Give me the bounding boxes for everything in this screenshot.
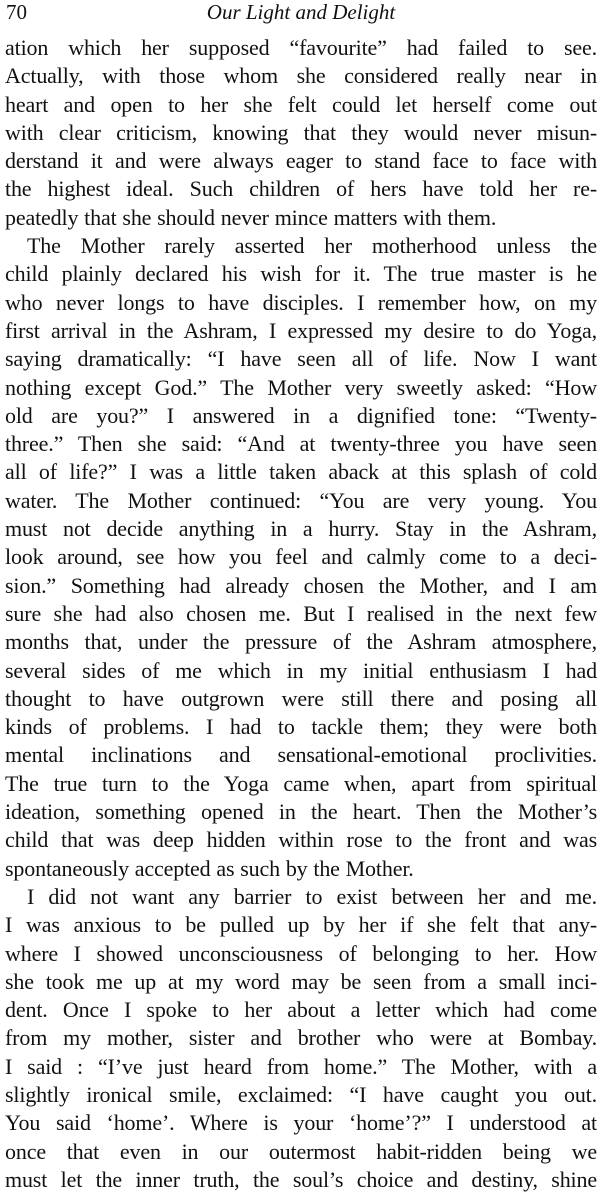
text-line: she took me up at my word may be seen from a small inci-	[5, 968, 597, 994]
text-line: I said : “I’ve just heard from home.” The Mother, with a	[5, 1053, 597, 1079]
text-line: several sides of me which in my initial enthusiasm I had	[5, 657, 597, 683]
text-line: once that even in our outermost habit-ridden being we	[5, 1138, 597, 1164]
book-title: Our Light and Delight	[206, 0, 396, 24]
text-line: three.” Then she said: “And at twenty-three you have seen	[5, 431, 597, 457]
text-line: with clear criticism, knowing that they would never misun-	[5, 119, 597, 145]
text-line: must not decide anything in a hurry. Stay in the Ashram,	[5, 516, 597, 542]
text-line: peatedly that she should never mince matters with them.	[5, 204, 497, 230]
text-line: the highest ideal. Such children of hers have told her re-	[5, 176, 597, 202]
page-number: 70	[6, 0, 27, 24]
text-line: You said ‘home’. Where is your ‘home’?” I understood at	[5, 1110, 597, 1136]
text-line: kinds of problems. I had to tackle them; they were both	[5, 714, 597, 740]
text-line: dent. Once I spoke to her about a letter which had come	[5, 997, 597, 1023]
text-line: I did not want any barrier to exist between her and me.	[27, 883, 597, 909]
text-line: saying dramatically: “I have seen all of life. Now I want	[5, 346, 597, 372]
text-line: look around, see how you feel and calmly come to a deci-	[5, 544, 597, 570]
text-line: sure she had also chosen me. But I realised in the next few	[5, 600, 597, 626]
text-line: months that, under the pressure of the Ashram atmosphere,	[5, 629, 597, 655]
body-text	[5, 34, 597, 1194]
text-line: The Mother rarely asserted her motherhood unless the	[27, 233, 597, 259]
text-line: ideation, something opened in the heart. Then the Mother’s	[5, 799, 597, 825]
text-line: sion.” Something had already chosen the Mother, and I am	[5, 572, 597, 598]
text-line: first arrival in the Ashram, I expressed my desire to do Yoga,	[5, 317, 597, 343]
text-line: where I showed unconsciousness of belonging to her. How	[5, 940, 597, 966]
text-line: from my mother, sister and brother who were at Bombay.	[5, 1025, 597, 1051]
text-line: nothing except God.” The Mother very sweetly asked: “How	[5, 374, 597, 400]
text-line: water. The Mother continued: “You are very young. You	[5, 487, 597, 513]
running-header	[5, 0, 597, 26]
text-line: mental inclinations and sensational-emotional proclivities.	[5, 742, 597, 768]
text-line: spontaneously accepted as such by the Mother.	[5, 855, 414, 881]
text-line: heart and open to her she felt could let herself come out	[5, 91, 597, 117]
text-line: The true turn to the Yoga came when, apart from spiritual	[5, 770, 597, 796]
text-line: all of life?” I was a little taken aback at this splash of cold	[5, 459, 597, 485]
text-line: Actually, with those whom she considered really near in	[5, 63, 597, 89]
text-line: child that was deep hidden within rose to the front and was	[5, 827, 597, 853]
paragraph	[5, 34, 597, 232]
paragraph	[5, 232, 597, 883]
paragraph	[5, 883, 597, 1194]
text-line: who never longs to have disciples. I remember how, on my	[5, 289, 597, 315]
text-line: thought to have outgrown were still there and posing all	[5, 685, 597, 711]
text-line: must let the inner truth, the soul’s choice and destiny, shine	[5, 1166, 597, 1192]
text-line: I was anxious to be pulled up by her if she felt that any-	[5, 912, 597, 938]
text-line: slightly ironical smile, exclaimed: “I have caught you out.	[5, 1081, 597, 1107]
text-line: ation which her supposed “favourite” had failed to see.	[5, 35, 597, 60]
text-line: old are you?” I answered in a dignified tone: “Twenty-	[5, 402, 597, 428]
text-line: derstand it and were always eager to stand face to face with	[5, 148, 597, 174]
text-line: child plainly declared his wish for it. The true master is he	[5, 261, 597, 287]
